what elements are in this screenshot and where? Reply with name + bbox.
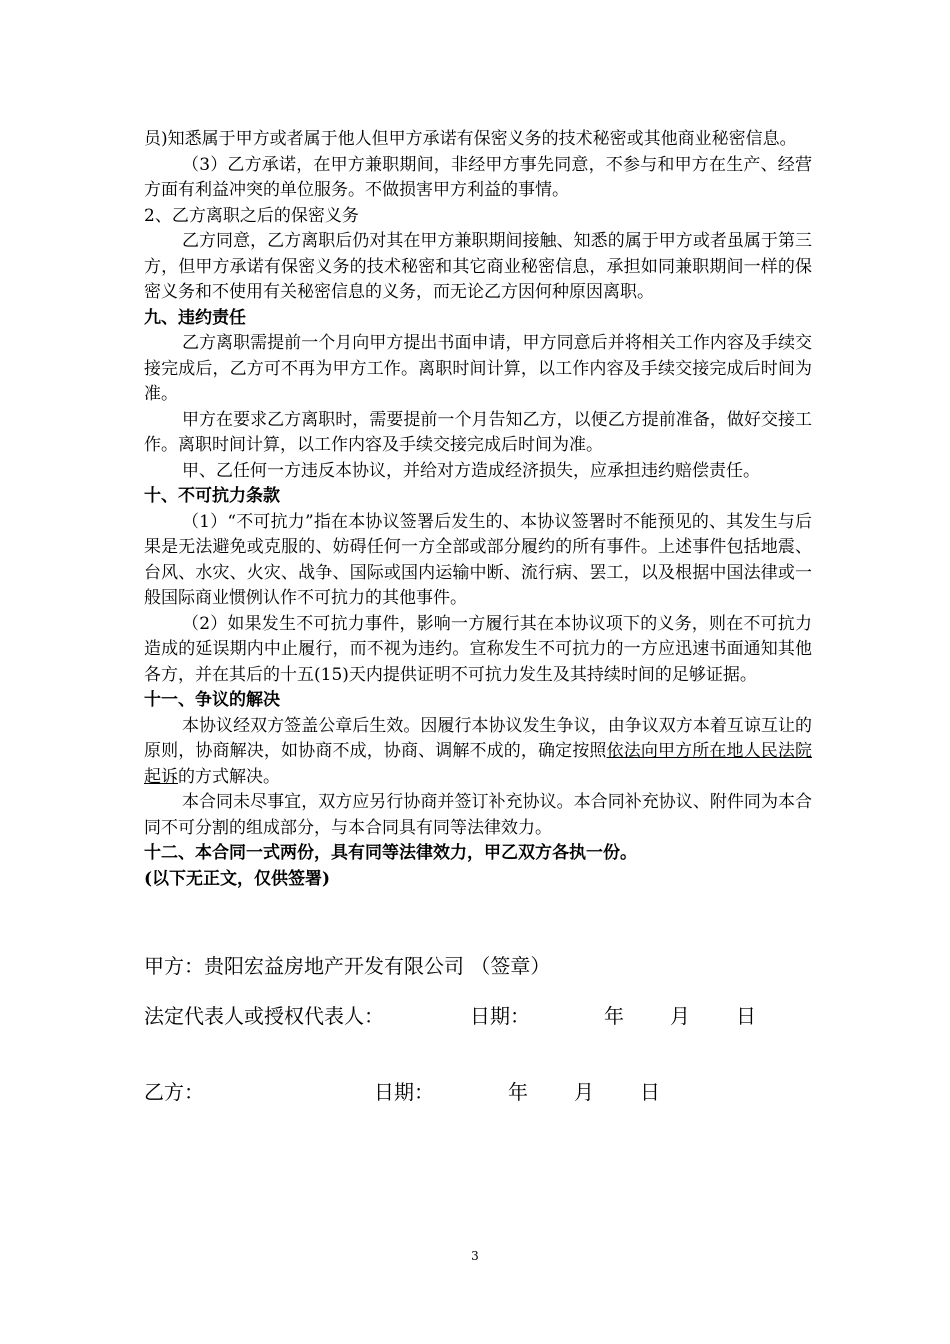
dispute-text-end: 的方式解决。 (178, 766, 280, 787)
b-month-label: 月 (574, 1080, 594, 1104)
section-heading-breach: 九、违约责任 (144, 307, 246, 328)
b-day-label: 日 (640, 1080, 660, 1104)
dispute-text-start: 本协议经双方签盖公章后生效。因履行本协议发生争议，由争议双方本着互谅互让的原则，协商解决，如协商不成，协商、调解不成的，确定按照 (144, 715, 812, 761)
section-heading-copies: 十二、本合同一式两份，具有同等法律效力，甲乙双方各执一份。 (144, 843, 637, 863)
paragraph-breach-liability: 甲、乙任何一方违反本协议，并给对方造成经济损失，应承担违约赔偿责任。 (182, 460, 760, 481)
paragraph-force-majeure-2: （2）如果发生不可抗力事件，影响一方履行其在本协议项下的义务，则在不可抗力造成的延误期内中止履行，而不视为违约。宣称发生不可抗力的一方应迅速书面通知其他各方，并在其后的十五(15)天内提供证明不可抗力发生及其持续时间的足够证据。 (144, 613, 812, 685)
rep-month-label: 月 (670, 1004, 690, 1028)
paragraph-force-majeure-1: （1）“不可抗力”指在本协议签署后发生的、本协议签署时不能预见的、其发生与后果是无法避免或克服的、妨碍任何一方全部或部分履约的所有事件。上述事件包括地震、台风、水灾、火灾、战争、国际或国内运输中断、流行病、罢工，以及根据中国法律或一般国际商业惯例认作不可抗力的其他事件。 (144, 511, 812, 608)
rep-date-label: 日期： (470, 1004, 530, 1028)
rep-year-label: 年 (604, 1004, 624, 1028)
representative-label: 法定代表人或授权代表人： (144, 1004, 384, 1028)
representative-line (144, 1000, 794, 1028)
party-a-line: 甲方：贵阳宏益房地产开发有限公司 （签章） (144, 954, 551, 978)
page-number: 3 (471, 1249, 479, 1263)
b-date-label: 日期： (374, 1080, 434, 1104)
dispute-underlined-text: 依法向甲方所在地人民法院起诉 (144, 741, 813, 787)
paragraph-dispute-resolution (144, 714, 812, 791)
party-b-line (144, 1076, 704, 1104)
paragraph-resignation-notice: 乙方离职需提前一个月向甲方提出书面申请，甲方同意后并将相关工作内容及手续交接完成后，乙方可不再为甲方工作。离职时间计算，以工作内容及手续交接完成后时间为准。 (144, 333, 812, 404)
paragraph-after-resignation: 乙方同意，乙方离职后仍对其在甲方兼职期间接触、知悉的属于甲方或者虽属于第三方，但甲方承诺有保密义务的技术秘密和其它商业秘密信息，承担如同兼职期间一样的保密义务和不使用有关秘密信息的义务，而无论乙方因何种原因离职。 (144, 231, 812, 302)
contract-body (144, 127, 812, 892)
no-further-text-note: (以下无正文，仅供签署) (144, 868, 331, 889)
section-heading-force-majeure: 十、不可抗力条款 (144, 486, 280, 506)
paragraph-supplementary: 本合同未尽事宜，双方应另行协商并签订补充协议。本合同补充协议、附件同为本合同不可分割的组成部分，与本合同具有同等法律效力。 (144, 792, 812, 838)
party-b-label: 乙方： (144, 1080, 204, 1104)
section-heading-dispute: 十一、争议的解决 (144, 690, 280, 710)
b-year-label: 年 (508, 1080, 528, 1104)
paragraph-confidential-info: 员)知悉属于甲方或者属于他人但甲方承诺有保密义务的技术秘密或其他商业秘密信息。 (144, 129, 797, 149)
rep-day-label: 日 (736, 1004, 756, 1028)
paragraph-after-resignation-heading: 2、乙方离职之后的保密义务 (144, 205, 359, 226)
paragraph-clause-3: （3）乙方承诺，在甲方兼职期间，非经甲方事先同意，不参与和甲方在生产、经营方面有利益冲突的单位服务。不做损害甲方利益的事情。 (144, 154, 812, 200)
paragraph-dismissal-notice: 甲方在要求乙方离职时，需要提前一个月告知乙方，以便乙方提前准备，做好交接工作。离职时间计算，以工作内容及手续交接完成后时间为准。 (144, 409, 812, 455)
